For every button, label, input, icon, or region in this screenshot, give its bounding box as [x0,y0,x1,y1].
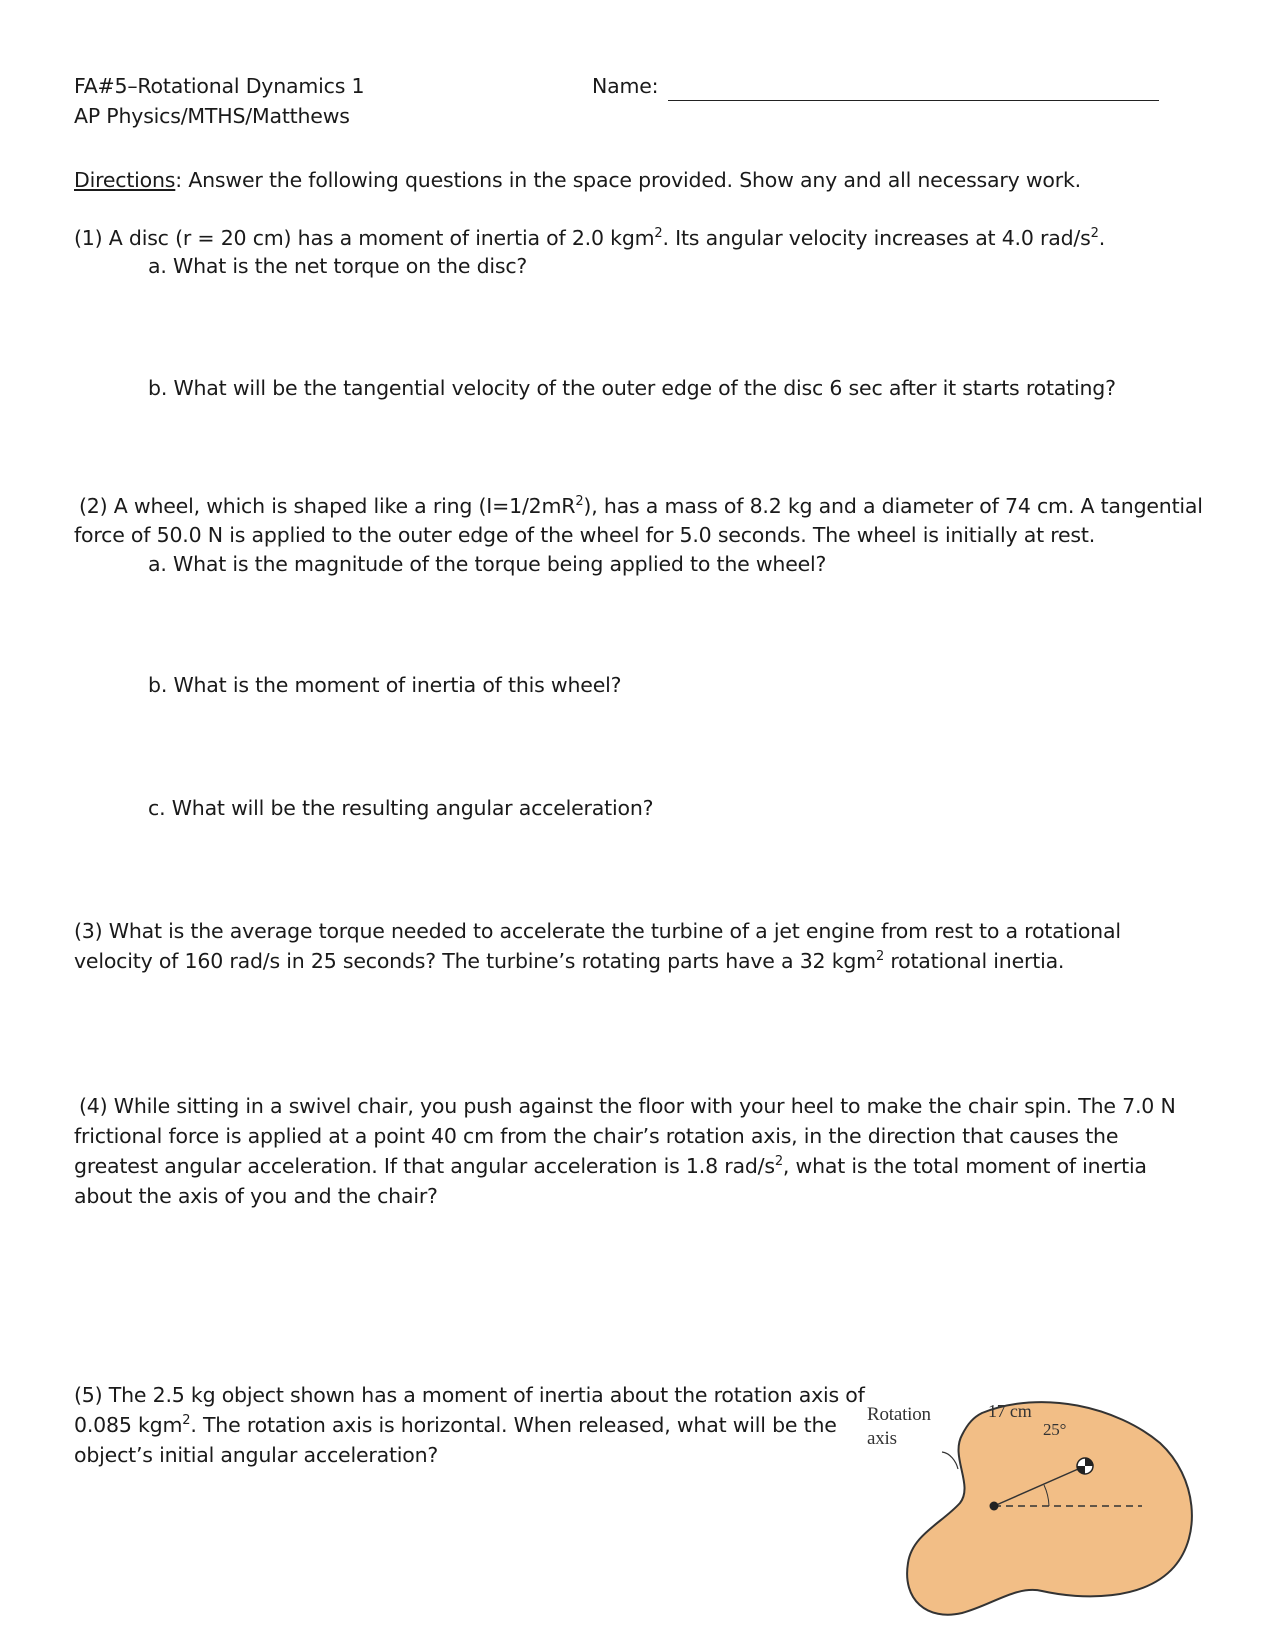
q1-part-b: b. What will be the tangential velocity of the outer edge of the disc 6 sec after it starts rotating? [148,376,1116,400]
q4-line-4: about the axis of you and the chair? [74,1184,438,1208]
name-blank-line[interactable] [668,100,1159,101]
angle-label: 25° [1043,1420,1067,1439]
q5-line-3: object’s initial angular acceleration? [74,1443,439,1467]
worksheet-title: FA#5–Rotational Dynamics 1 [74,74,365,98]
rotation-axis-point [990,1502,999,1511]
axis-pointer-line [942,1452,958,1469]
q4-line-1: (4) While sitting in a swivel chair, you push against the floor with your heel to make the chair spin. The 7.0 N [79,1094,1176,1118]
directions [74,166,1081,195]
q2-part-b: b. What is the moment of inertia of this wheel? [148,673,622,697]
center-of-mass-icon [1077,1458,1093,1474]
axis-label-rotation: Rotation [867,1404,931,1425]
q5-line-2: 0.085 kgm$^2$. The rotation axis is horizontal. When released, what will be the [74,1413,837,1437]
axis-label-axis: axis [867,1428,897,1449]
q5-line-1: (5) The 2.5 kg object shown has a moment of inertia about the rotation axis of [74,1383,865,1407]
q1-part-a: a. What is the net torque on the disc? [148,254,528,278]
name-label: Name: [592,74,659,98]
rotation-object-figure [867,1395,1212,1630]
q2-line-1: (2) A wheel, which is shaped like a ring $(I=1/2mR^2)$, has a mass of 8.2 kg and a diameter of 74 cm. A tangential [79,494,1203,518]
q1-stem: (1) A disc (r = 20 cm) has a moment of inertia of 2.0 kgm$^2$. Its angular velocity increases at 4.0 rad/$s^2$. [74,226,1106,250]
q2-part-c: c. What will be the resulting angular acceleration? [148,796,654,820]
q4-line-3: greatest angular acceleration. If that angular acceleration is 1.8 rad/$s^2$, what is the total moment of inertia [74,1154,1147,1178]
q4-line-2: frictional force is applied at a point 40 cm from the chair’s rotation axis, in the direction that causes the [74,1124,1119,1148]
q2-part-a: a. What is the magnitude of the torque being applied to the wheel? [148,552,827,576]
q3-line-1: (3) What is the average torque needed to accelerate the turbine of a jet engine from rest to a rotational [74,919,1121,943]
course-info: AP Physics/MTHS/Matthews [74,104,350,128]
directions-text: : Answer the following questions in the space provided. Show any and all necessary work. [175,168,1081,192]
q3-line-2: velocity of 160 rad/s in 25 seconds? The turbine’s rotating parts have a 32 kgm$^2$ rotational inertia. [74,949,1065,973]
directions-label: Directions [74,168,176,192]
distance-label: 17 cm [988,1401,1032,1421]
q2-line-2: force of 50.0 N is applied to the outer edge of the wheel for 5.0 seconds. The wheel is initially at rest. [74,523,1096,547]
